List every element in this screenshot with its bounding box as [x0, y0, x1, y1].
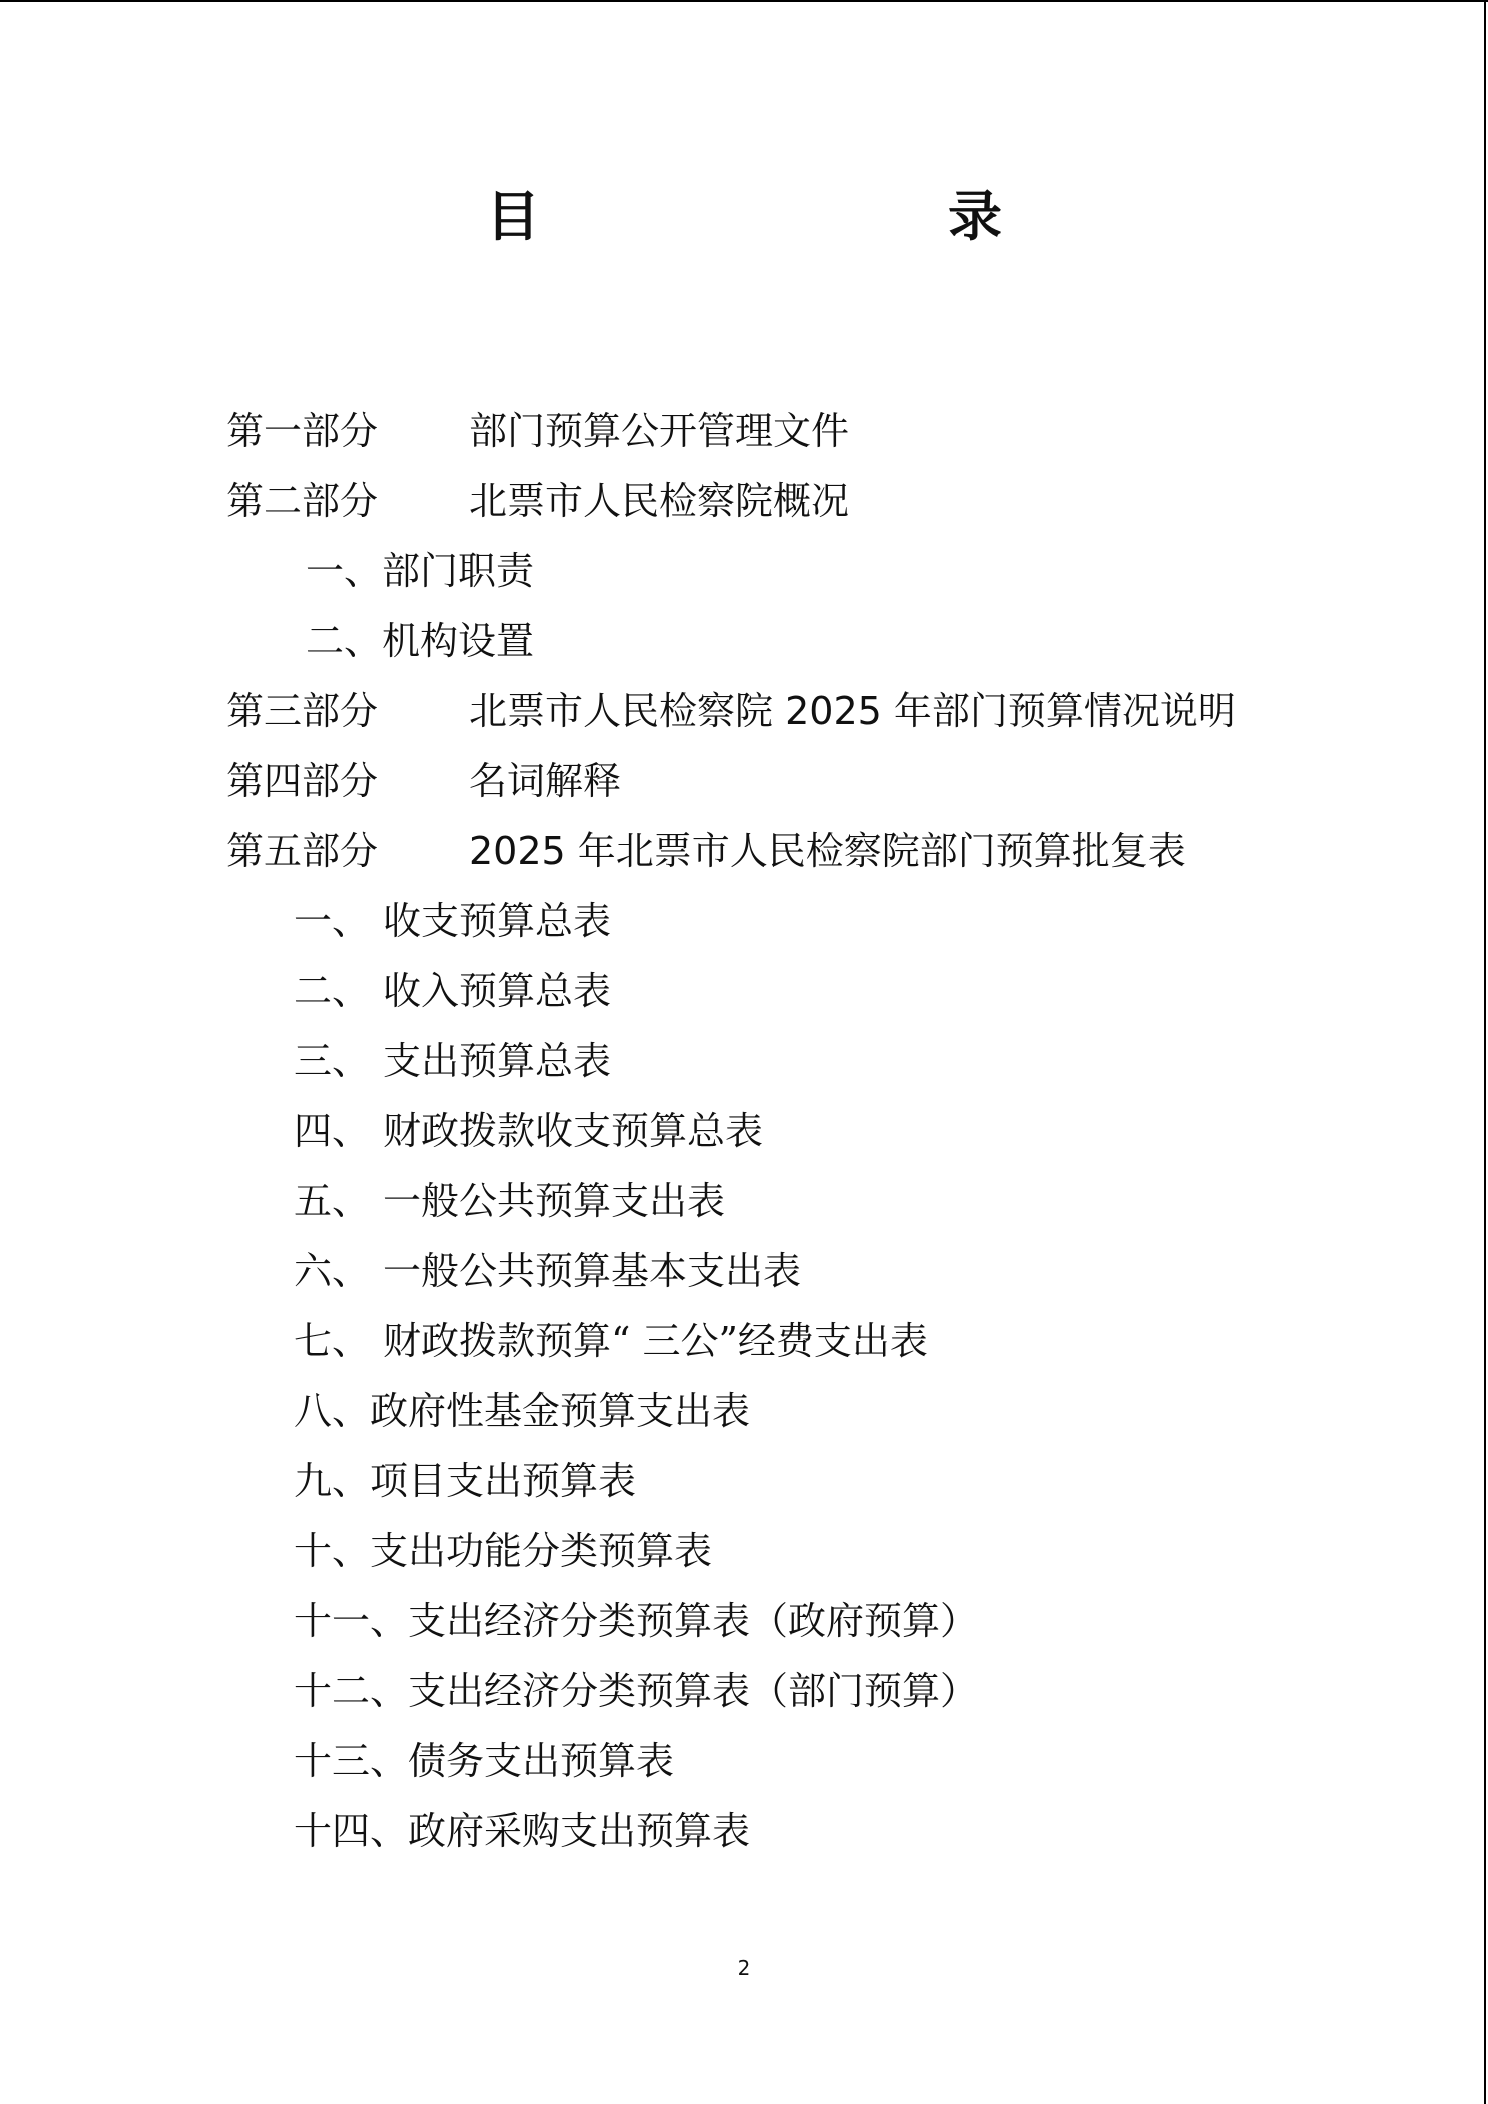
part-label: 第四部分	[226, 759, 379, 803]
toc-part-2[interactable]	[226, 476, 849, 526]
toc-item-part5-9[interactable]	[294, 1456, 636, 1506]
toc-item-part5-6[interactable]	[294, 1246, 801, 1296]
part-title: 部门预算公开管理文件	[469, 409, 850, 453]
part-title-b: 年部门预算情况说明	[881, 689, 1236, 733]
item-text: 收支预算总表	[383, 899, 612, 943]
item-text: 八、政府性基金预算支出表	[294, 1389, 751, 1433]
item-text: 十、支出功能分类预算表	[294, 1529, 713, 1573]
item-text: 财政拨款收支预算总表	[383, 1109, 764, 1153]
item-number: 四、	[294, 1109, 371, 1153]
part-title-a: 北票市人民检察院	[469, 689, 786, 733]
part-title: 北票市人民检察院概况	[469, 479, 850, 523]
item-text: 二、机构设置	[306, 619, 535, 663]
toc-item-part5-7[interactable]	[294, 1316, 928, 1366]
toc-item-part5-11[interactable]	[294, 1596, 978, 1646]
toc-item-part5-5[interactable]	[294, 1176, 725, 1226]
item-text: 支出预算总表	[383, 1039, 612, 1083]
part-title: 名词解释	[469, 759, 622, 803]
item-text: 一般公共预算支出表	[383, 1179, 726, 1223]
item-text: 一、部门职责	[306, 549, 535, 593]
part-title-b: 年北票市人民检察院部门预算批复表	[565, 829, 1186, 873]
item-number: 六、	[294, 1249, 371, 1293]
toc-part-3[interactable]	[226, 686, 1236, 736]
part-label: 第一部分	[226, 409, 379, 453]
part-label: 第五部分	[226, 829, 379, 873]
item-number: 五、	[294, 1179, 371, 1223]
item-number: 二、	[294, 969, 371, 1013]
page-right-border	[1484, 0, 1486, 2104]
item-text: 十一、支出经济分类预算表（政府预算）	[294, 1599, 979, 1643]
item-text: 一般公共预算基本支出表	[383, 1249, 802, 1293]
item-number: 三、	[294, 1039, 371, 1083]
page-title: 目 录	[486, 184, 1102, 248]
part-label: 第二部分	[226, 479, 379, 523]
page-number: 2	[737, 1956, 751, 1980]
year-number: 2025	[469, 829, 566, 873]
toc-item-part5-4[interactable]	[294, 1106, 763, 1156]
item-text: 收入预算总表	[383, 969, 612, 1013]
toc-part-4[interactable]	[226, 756, 621, 806]
toc-item-part5-14[interactable]	[294, 1806, 750, 1856]
toc-part-5[interactable]	[226, 826, 1186, 876]
toc-item-part5-3[interactable]	[294, 1036, 611, 1086]
toc-item-part5-13[interactable]	[294, 1736, 674, 1786]
item-number: 一、	[294, 899, 371, 943]
part-label: 第三部分	[226, 689, 379, 733]
item-text: 九、项目支出预算表	[294, 1459, 637, 1503]
item-text: 十三、债务支出预算表	[294, 1739, 675, 1783]
toc-item-part5-8[interactable]	[294, 1386, 750, 1436]
item-text: 财政拨款预算“ 三公”经费支出表	[383, 1319, 928, 1363]
year-number: 2025	[785, 689, 882, 733]
toc-part-1[interactable]	[226, 406, 849, 456]
item-text: 十二、支出经济分类预算表（部门预算）	[294, 1669, 979, 1713]
toc-item-part2-1[interactable]	[306, 546, 534, 596]
item-number: 七、	[294, 1319, 371, 1363]
toc-item-part5-1[interactable]	[294, 896, 611, 946]
toc-item-part5-2[interactable]	[294, 966, 611, 1016]
toc-item-part2-2[interactable]	[306, 616, 534, 666]
toc-item-part5-10[interactable]	[294, 1526, 712, 1576]
item-text: 十四、政府采购支出预算表	[294, 1809, 751, 1853]
toc-item-part5-12[interactable]	[294, 1666, 978, 1716]
page-top-border	[0, 0, 1488, 2]
